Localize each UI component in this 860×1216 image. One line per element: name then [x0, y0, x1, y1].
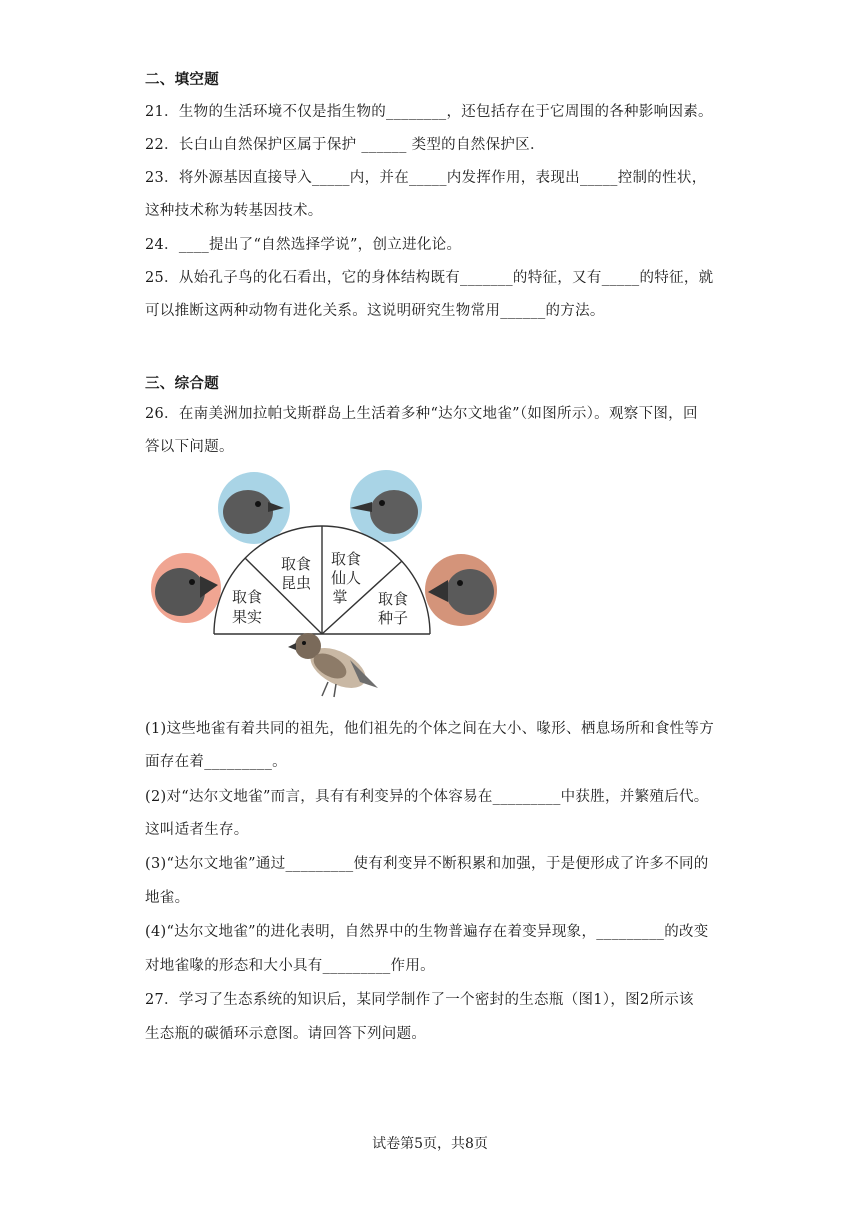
segment-insect-label-2: 昆虫: [280, 574, 312, 592]
question-26-sub4-line2: 对地雀喙的形态和大小具有_________作用。: [145, 958, 435, 974]
segment-cactus-label-2: 仙人: [330, 569, 362, 587]
finch-head-fruit-icon: [151, 553, 221, 623]
question-24: 24．____提出了“自然选择学说”，创立进化论。: [145, 237, 462, 253]
question-23-line2: 这种技术称为转基因技术。: [145, 203, 323, 219]
finch-head-insect-icon: [218, 472, 290, 544]
question-26-sub2-line1: (2)对“达尔文地雀”而言，具有有利变异的个体容易在_________中获胜，并繁殖后代。: [145, 789, 709, 805]
question-27-line1: 27．学习了生态系统的知识后，某同学制作了一个密封的生态瓶（图1），图2所示该: [145, 992, 694, 1008]
section-heading-comprehensive: 三、综合题: [145, 375, 219, 392]
question-26-line1: 26．在南美洲加拉帕戈斯群岛上生活着多种“达尔文地雀”（如图所示）。观察下图，回: [145, 406, 698, 422]
darwin-finch-figure: [150, 470, 510, 702]
segment-seed-label-1: 取食: [377, 590, 409, 608]
segment-fruit-label-2: 果实: [231, 608, 263, 626]
question-23-line1: 23．将外源基因直接导入_____内，并在_____内发挥作用，表现出_____控制的性状，: [145, 170, 707, 186]
question-26-sub2-line2: 这叫适者生存。: [145, 822, 249, 838]
question-25-line1: 25．从始孔子鸟的化石看出，它的身体结构既有_______的特征，又有_____的特征，就: [145, 270, 714, 286]
segment-insect-label-1: 取食: [280, 555, 312, 573]
question-26-line2: 答以下问题。: [145, 439, 234, 455]
question-25-line2: 可以推断这两种动物有进化关系。这说明研究生物常用______的方法。: [145, 303, 605, 319]
question-26-sub1-line1: (1)这些地雀有着共同的祖先，他们祖先的个体之间在大小、喙形、栖息场所和食性等方: [145, 721, 715, 737]
finch-head-cactus-icon: [350, 470, 422, 542]
section-heading-fill: 二、填空题: [145, 71, 219, 88]
finch-head-seed-icon: [425, 554, 497, 626]
question-26-sub3-line1: (3)“达尔文地雀”通过_________使有利变异不断积累和加强，于是便形成了许多不同的: [145, 856, 709, 872]
segment-seed-label-2: 种子: [377, 609, 409, 627]
ancestor-finch-icon: [288, 633, 378, 697]
question-26-sub4-line1: (4)“达尔文地雀”的进化表明，自然界中的生物普遍存在着变异现象，_________的改变: [145, 924, 709, 940]
question-26-sub3-line2: 地雀。: [145, 890, 190, 906]
question-26-sub1-line2: 面存在着_________。: [145, 754, 287, 770]
page-footer: 试卷第5页，共8页: [372, 1136, 488, 1152]
question-27-line2: 生态瓶的碳循环示意图。请回答下列问题。: [145, 1026, 427, 1042]
question-22: 22．长白山自然保护区属于保护 ______ 类型的自然保护区．: [145, 137, 545, 153]
question-21: 21．生物的生活环境不仅是指生物的________，还包括存在于它周围的各种影响因素。: [145, 104, 713, 120]
segment-cactus-label-1: 取食: [330, 550, 362, 568]
segment-fruit-label-1: 取食: [231, 588, 263, 606]
segment-cactus-label-3: 掌: [332, 588, 348, 606]
